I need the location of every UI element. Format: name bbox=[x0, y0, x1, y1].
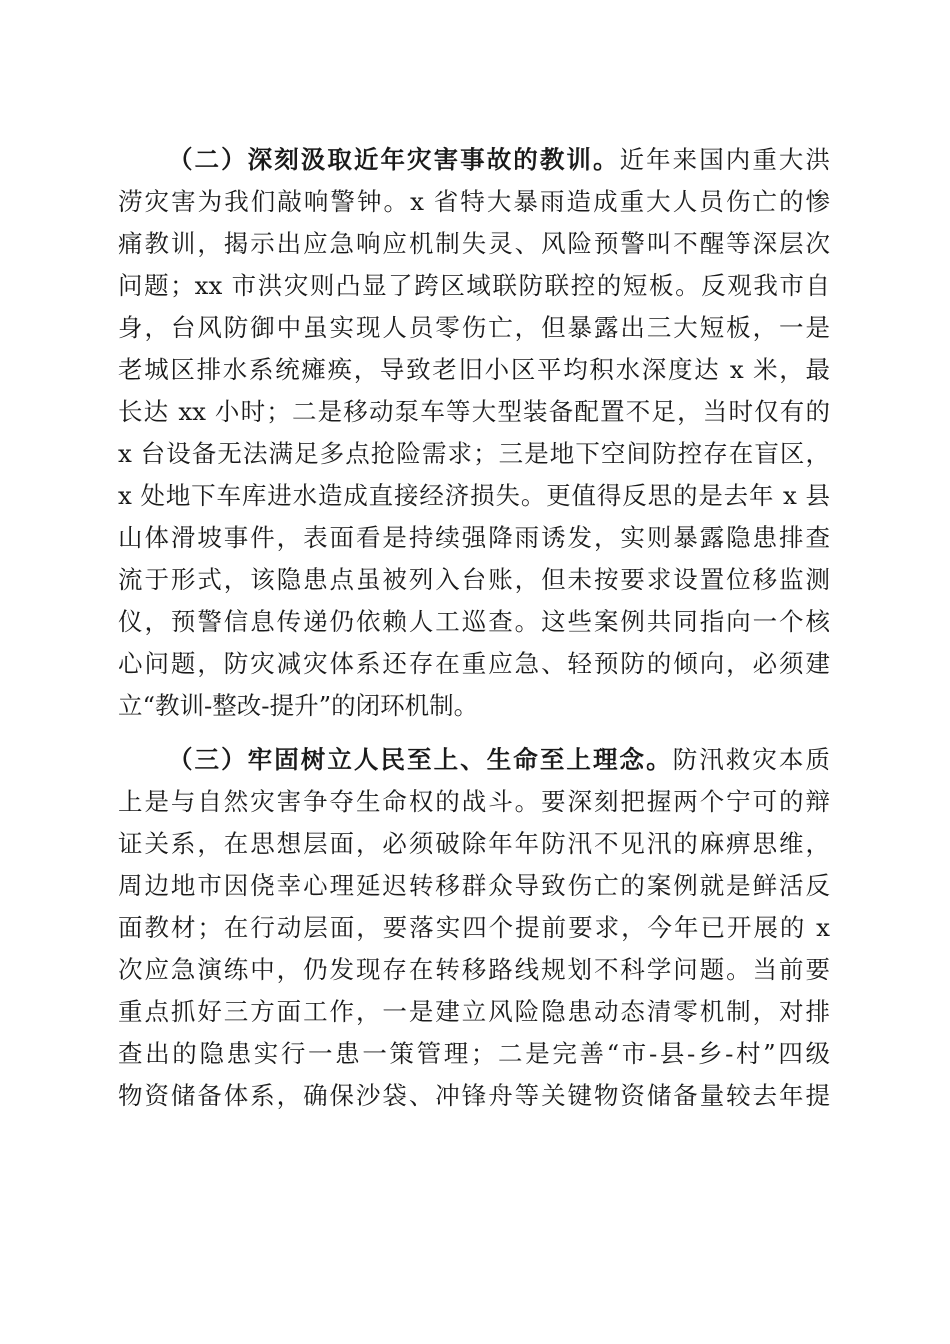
paragraph-line: 痛教训，揭示出应急响应机制失灵、风险预警叫不醒等深层次 bbox=[118, 229, 830, 258]
paragraph-text: 近年来国内重大洪 bbox=[619, 145, 830, 174]
paragraph-line: 仪，预警信息传递仍依赖人工巡查。这些案例共同指向一个核 bbox=[118, 607, 830, 636]
paragraph-line: 面教材；在行动层面，要落实四个提前要求，今年已开展的 x bbox=[118, 913, 830, 942]
paragraph-line: 问题；xx 市洪灾则凸显了跨区域联防联控的短板。反观我市自 bbox=[118, 271, 830, 300]
paragraph-line: 证关系，在思想层面，必须破除年年防汛不见汛的麻痹思维， bbox=[118, 829, 830, 858]
paragraph-line: 重点抓好三方面工作，一是建立风险隐患动态清零机制，对排 bbox=[118, 997, 830, 1026]
paragraph-line: 上是与自然灾害争夺生命权的战斗。要深刻把握两个宁可的辩 bbox=[118, 787, 830, 816]
paragraph-line: 立“教训-整改-提升”的闭环机制。 bbox=[118, 691, 479, 720]
paragraph-line: 长达 xx 小时；二是移动泵车等大型装备配置不足，当时仅有的 bbox=[118, 397, 830, 426]
paragraph-line: 次应急演练中，仍发现存在转移路线规划不科学问题。当前要 bbox=[118, 955, 830, 984]
paragraph-heading: （三）牢固树立人民至上、生命至上理念。 bbox=[168, 745, 673, 774]
paragraph-heading: （二）深刻汲取近年灾害事故的教训。 bbox=[168, 145, 620, 174]
paragraph-line: 查出的隐患实行一患一策管理；二是完善“市-县-乡-村”四级 bbox=[118, 1039, 830, 1068]
paragraph-line: 老城区排水系统瘫痪，导致老旧小区平均积水深度达 x 米，最 bbox=[118, 355, 830, 384]
paragraph-text: 防汛救灾本质 bbox=[672, 745, 830, 774]
paragraph-line bbox=[168, 740, 830, 780]
paragraph-line: x 台设备无法满足多点抢险需求；三是地下空间防控存在盲区， bbox=[118, 439, 830, 468]
paragraph-line: 心问题，防灾减灾体系还存在重应急、轻预防的倾向，必须建 bbox=[118, 649, 830, 678]
paragraph-line: 物资储备体系，确保沙袋、冲锋舟等关键物资储备量较去年提 bbox=[118, 1081, 830, 1110]
paragraph-line bbox=[168, 140, 830, 180]
paragraph-line: 流于形式，该隐患点虽被列入台账，但未按要求设置位移监测 bbox=[118, 565, 830, 594]
paragraph-line: x 处地下车库进水造成直接经济损失。更值得反思的是去年 x 县 bbox=[118, 481, 830, 510]
paragraph-line: 涝灾害为我们敲响警钟。x 省特大暴雨造成重大人员伤亡的惨 bbox=[118, 187, 830, 216]
paragraph-line: 周边地市因侥幸心理延迟转移群众导致伤亡的案例就是鲜活反 bbox=[118, 871, 830, 900]
paragraph-line: 身，台风防御中虽实现人员零伤亡，但暴露出三大短板，一是 bbox=[118, 313, 830, 342]
paragraph-line: 山体滑坡事件，表面看是持续强降雨诱发，实则暴露隐患排查 bbox=[118, 523, 830, 552]
